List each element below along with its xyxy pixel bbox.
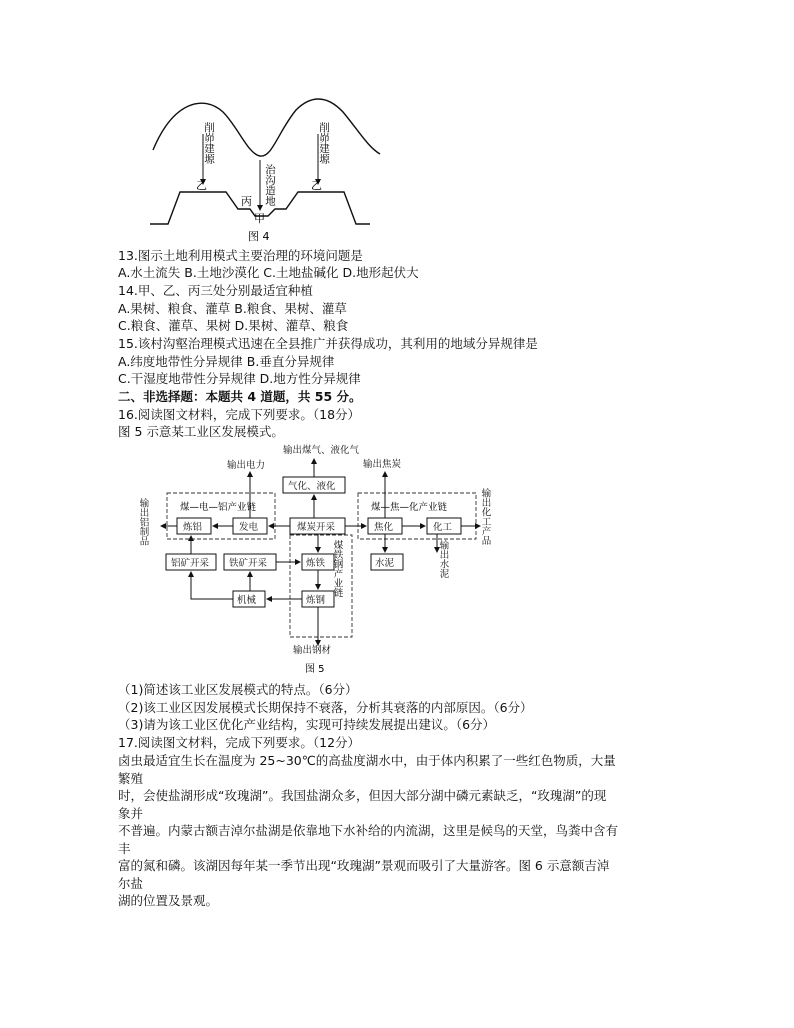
q14-options-row2: C.粮食、灌草、果树 D.果树、灌草、粮食 bbox=[118, 318, 349, 333]
box-smelt-al: 炼铝 bbox=[183, 522, 203, 533]
box-coking: 焦化 bbox=[374, 522, 394, 533]
out-aluminum: 输出铝制品 bbox=[137, 498, 149, 546]
out-coke: 输出焦炭 bbox=[363, 459, 402, 470]
q15-stem: 15.该村沟壑治理模式迅速在全县推广并获得成功，其利用的地域分异规律是 bbox=[118, 336, 538, 351]
box-bauxite: 铝矿开采 bbox=[171, 558, 210, 569]
box-iron-mining: 铁矿开采 bbox=[229, 558, 268, 569]
q16-sub3: （3)请为该工业区优化产业结构，实现可持续发展提出建议。（6分） bbox=[118, 717, 496, 732]
chain-al: 煤—电—铝产业链 bbox=[180, 502, 257, 513]
q17-line: 不普遍。内蒙古额吉淖尔盐湖是依靠地下水补给的内流湖，这里是候鸟的天堂，鸟粪中含有丰 bbox=[118, 823, 619, 856]
q15-options-row1: A.纬度地带性分异规律 B.垂直分异规律 bbox=[118, 354, 335, 369]
out-cement: 输出水泥 bbox=[437, 540, 449, 578]
q17-line: 富的氮和磷。该湖因每年某一季节出现“玫瑰湖”景观而吸引了大量游客。图 6 示意额吉淖尔盐 bbox=[118, 858, 610, 891]
box-gasify: 气化、液化 bbox=[288, 481, 336, 492]
label-yi-right: 乙 bbox=[311, 179, 322, 192]
q16-sub2: （2)该工业区因发展模式长期保持不衰落，分析其衰落的内部原因。（6分） bbox=[118, 700, 533, 715]
chain-chem: 煤—焦—化产业链 bbox=[371, 502, 448, 513]
left-label: 削峁建塬 bbox=[203, 122, 215, 164]
center-label: 治沟造地 bbox=[264, 164, 276, 206]
box-chemical: 化工 bbox=[433, 522, 453, 533]
box-power-gen: 发电 bbox=[239, 522, 259, 533]
q15-options-row2: C.干湿度地带性分异规律 D.地方性分异规律 bbox=[118, 371, 361, 386]
q17-line: 卤虫最适宜生长在温度为 25~30℃的高盐度湖水中，由于体内积累了一些红色物质，大量繁殖 bbox=[118, 753, 616, 786]
q13-stem: 13.图示土地利用模式主要治理的环境问题是 bbox=[118, 248, 363, 263]
q17-line: 时，会使盐湖形成“玫瑰湖”。我国盐湖众多，但因大部分湖中磷元素缺乏，“玫瑰湖”的现象并 bbox=[118, 788, 607, 821]
q17-line: 湖的位置及景观。 bbox=[118, 893, 219, 908]
box-iron-smelt: 炼铁 bbox=[306, 558, 326, 569]
label-jia: 甲 bbox=[254, 212, 265, 225]
out-steel: 输出钢材 bbox=[293, 645, 332, 656]
figure-4-diagram bbox=[148, 92, 388, 242]
q13-options: A.水土流失 B.土地沙漠化 C.土地盐碱化 D.地形起伏大 bbox=[118, 265, 419, 280]
section-2-title: 二、非选择题：本题共 4 道题，共 55 分。 bbox=[118, 389, 362, 404]
q16-intro: 图 5 示意某工业区发展模式。 bbox=[118, 424, 284, 439]
box-machinery: 机械 bbox=[237, 595, 257, 606]
out-gas: 输出煤气、液化气 bbox=[283, 445, 360, 456]
box-cement: 水泥 bbox=[375, 558, 395, 569]
label-yi-left: 乙 bbox=[196, 179, 207, 192]
right-label: 削峁建塬 bbox=[318, 122, 330, 164]
terrain-curve bbox=[153, 99, 380, 156]
out-chem: 输出化工产品 bbox=[479, 488, 491, 545]
q17-paragraph bbox=[118, 752, 618, 910]
box-steel-smelt: 炼钢 bbox=[306, 595, 326, 606]
q16-stem: 16.阅读图文材料，完成下列要求。（18分） bbox=[118, 407, 361, 422]
q16-sub1: （1)简述该工业区发展模式的特点。（6分） bbox=[118, 682, 358, 697]
chain-steel: 煤铁钢产业链 bbox=[331, 540, 343, 597]
figure-5-diagram bbox=[135, 440, 505, 680]
q17-stem: 17.阅读图文材料，完成下列要求。（12分） bbox=[118, 735, 361, 750]
q14-stem: 14.甲、乙、丙三处分别最适宜种植 bbox=[118, 283, 313, 298]
figure-5-caption: 图 5 bbox=[305, 664, 325, 675]
out-power: 输出电力 bbox=[227, 460, 266, 471]
box-coal-mining: 煤炭开采 bbox=[297, 522, 336, 533]
label-bing: 丙 bbox=[241, 195, 252, 208]
figure-4-caption: 图 4 bbox=[248, 230, 270, 242]
q14-options-row1: A.果树、粮食、灌草 B.粮食、果树、灌草 bbox=[118, 301, 347, 316]
